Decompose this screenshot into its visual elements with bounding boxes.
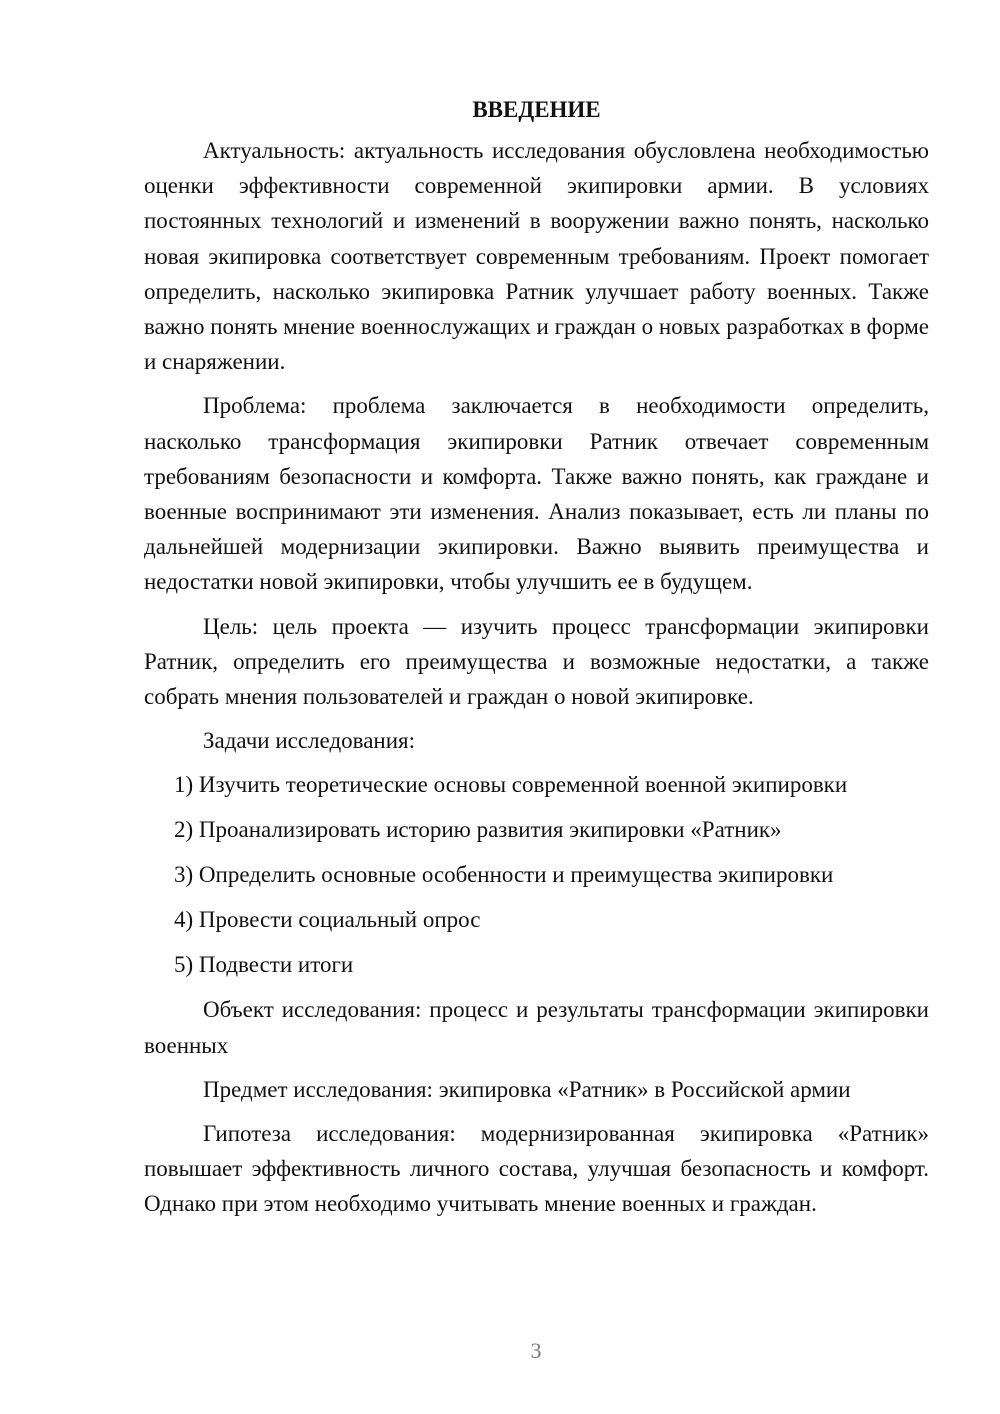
paragraph-subject: Предмет исследования: экипировка «Ратник» в Российской армии [203,1076,851,1102]
paragraph-relevance: Актуальность: актуальность исследования обусловлена необходимостью оценки эффективности современной экипировки армии. В условиях постоянных технологий и изменений в вооружении важно понять, насколько новая экипировка соответствует современным требованиям. Проект помогает определить, насколько экипировка Ратник улучшает работу военных. Также важно понять мнение военнослужащих и граждан о новых разработках в форме и снаряжении. [144,138,929,375]
list-item: 2) Проанализировать историю развития экипировки «Ратник» [174,817,782,843]
paragraph-goal: Цель: цель проекта — изучить процесс трансформации экипировки Ратник, определить его преимущества и возможные недостатки, а также собрать мнения пользователей и граждан о новой экипировке. [144,613,929,710]
tasks-heading: Задачи исследования: [203,728,416,754]
list-item: 3) Определить основные особенности и преимущества экипировки [174,862,834,888]
page-content [144,92,929,1222]
tasks-list [144,767,929,982]
page-number: 3 [530,1338,542,1363]
paragraph-object: Объект исследования: процесс и результаты трансформации экипировки военных [144,997,929,1058]
list-item: 1) Изучить теоретические основы современной военной экипировки [174,772,848,798]
paragraph-hypothesis: Гипотеза исследования: модернизированная экипировка «Ратник» повышает эффективность личного состава, улучшая безопасность и комфорт. Однако при этом необходимо учитывать мнение военных и граждан. [144,1121,929,1217]
list-item: 5) Подвести итоги [174,952,354,978]
list-item: 4) Провести социальный опрос [174,907,481,933]
section-title: ВВЕДЕНИЕ [472,97,601,122]
paragraph-problem: Проблема: проблема заключается в необходимости определить, насколько трансформация экипировки Ратник отвечает современным требованиям безопасности и комфорта. Также важно понять, как граждане и военные воспринимают эти изменения. Анализ показывает, есть ли планы по дальнейшей модернизации экипировки. Важно выявить преимущества и недостатки новой экипировки, чтобы улучшить ее в будущем. [144,393,929,595]
